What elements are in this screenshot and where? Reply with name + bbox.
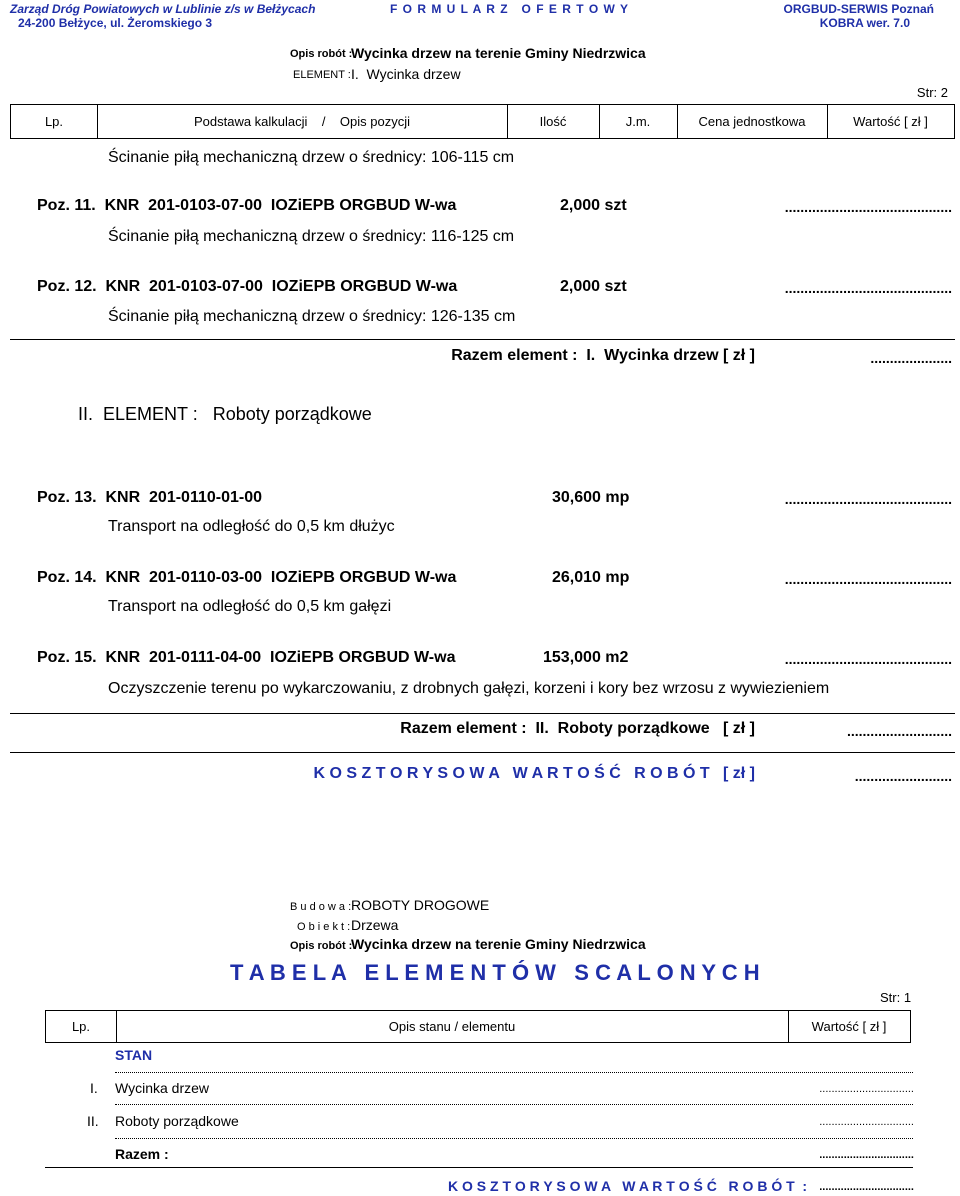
opis-value: Wycinka drzew na terenie Gminy Niedrzwica [351,45,646,61]
subtotal-element-2-dots: ........................... [846,723,952,739]
page-number: Str: 2 [916,85,948,100]
position-code: Poz. 13. KNR 201-0110-01-00 [37,489,263,506]
budowa-value: ROBOTY DROGOWE [351,897,490,913]
form-title: F O R M U L A R Z O F E R T O W Y [390,2,629,16]
row-separator [115,1138,913,1139]
position-value-dots: ........................................... [784,280,952,296]
summary-row-lp: II. [87,1113,99,1129]
summary-column-header [45,1010,911,1043]
razem-label: Razem : [115,1146,169,1162]
budowa-label: B u d o w a : [290,901,352,913]
position-quantity: 2,000 szt [560,197,627,214]
carryover-description: Ścinanie piłą mechaniczną drzew o średnicy: 106-115 cm [108,149,515,166]
total-rule [45,1167,913,1168]
position-description: Transport na odległość do 0,5 km gałęzi [108,598,392,615]
col-qty: Ilość [539,114,567,129]
position-description: Ścinanie piłą mechaniczną drzew o średnicy: 116-125 cm [108,228,515,245]
position-quantity: 30,600 mp [552,489,630,506]
row-separator [115,1072,913,1073]
total-rule [10,752,955,753]
position-code: Poz. 14. KNR 201-0110-03-00 IOZiEPB ORGBUD W-wa [37,569,457,586]
position-value-dots: ........................................... [784,199,952,215]
subtotal-rule [10,339,955,340]
summary-row-name: Wycinka drzew [115,1080,210,1096]
subtotal-element-2: Razem element : II. Roboty porządkowe [ zł ] [400,720,755,737]
element-label: ELEMENT : [293,69,351,81]
position-value-dots: ........................................... [784,651,952,667]
position-description: Ścinanie piłą mechaniczną drzew o średnicy: 126-135 cm [108,308,516,325]
position-description: Oczyszczenie terenu po wykarczowaniu, z drobnych gałęzi, korzeni i kory bez wrzosu z wywiezieniem [108,680,830,697]
total-cost-dots: ......................... [854,768,952,784]
subtotal-rule [10,713,955,714]
element-value: I. Wycinka drzew [351,66,461,82]
opis-value: Wycinka drzew na terenie Gminy Niedrzwica [351,936,646,952]
col-lp: Lp. [71,1019,91,1034]
opis-label: Opis robót : [290,48,353,60]
subtotal-element-1: Razem element : I. Wycinka drzew [ zł ] [451,347,755,364]
opis-label: Opis robót : [290,940,353,952]
position-quantity: 26,010 mp [552,569,630,586]
column-header [10,104,955,139]
row-separator [115,1104,913,1105]
summary-row-lp: I. [90,1080,98,1096]
col-value: Wartość [ zł ] [811,1019,887,1034]
company-address: 24-200 Bełżyce, ul. Żeromskiego 3 [18,16,213,30]
position-value-dots: ........................................... [784,491,952,507]
obiekt-label: O b i e k t : [297,921,351,933]
summary-row-name: Roboty porządkowe [115,1113,239,1129]
col-description: Opis stanu / elementu [388,1019,516,1034]
summary-total-label: K O S Z T O R Y S O W A W A R T O Ś Ć R O B Ó T : [448,1178,808,1194]
razem-value-dots: ............................... [819,1149,914,1161]
col-lp: Lp. [44,114,64,129]
summary-row-value-dots: ............................... [819,1116,914,1128]
company-name: Zarząd Dróg Powiatowych w Lublinie z/s w Bełżycach [10,2,316,16]
position-code: Poz. 15. KNR 201-0111-04-00 IOZiEPB ORGBUD W-wa [37,649,456,666]
summary-row-value-dots: ............................... [819,1083,914,1095]
subtotal-element-1-dots: ..................... [870,350,952,366]
page-number: Str: 1 [880,990,912,1005]
summary-table-title: T A B E L A E L E M E N T Ó W S C A L O N Y C H [230,960,760,985]
position-quantity: 2,000 szt [560,278,627,295]
col-value: Wartość [ zł ] [853,114,928,129]
software-version: KOBRA wer. 7.0 [819,16,910,30]
position-value-dots: ........................................... [784,571,952,587]
position-quantity: 153,000 m2 [543,649,629,666]
stan-label: STAN [115,1047,153,1063]
summary-total-dots: ............................... [819,1181,914,1193]
col-unit: J.m. [625,114,651,129]
position-description: Transport na odległość do 0,5 km dłużyc [108,518,395,535]
total-cost-label: K O S Z T O R Y S O W A W A R T O Ś Ć R O B Ó T [ zł ] [313,765,755,782]
obiekt-value: Drzewa [351,917,399,933]
col-price: Cena jednostkowa [698,114,806,129]
element-2-heading: II. ELEMENT : Roboty porządkowe [78,404,372,424]
position-code: Poz. 11. KNR 201-0103-07-00 IOZiEPB ORGBUD W-wa [37,197,457,214]
col-basis: Podstawa kalkulacji / Opis pozycji [193,114,411,129]
position-code: Poz. 12. KNR 201-0103-07-00 IOZiEPB ORGBUD W-wa [37,278,458,295]
software-name: ORGBUD-SERWIS Poznań [783,2,934,16]
